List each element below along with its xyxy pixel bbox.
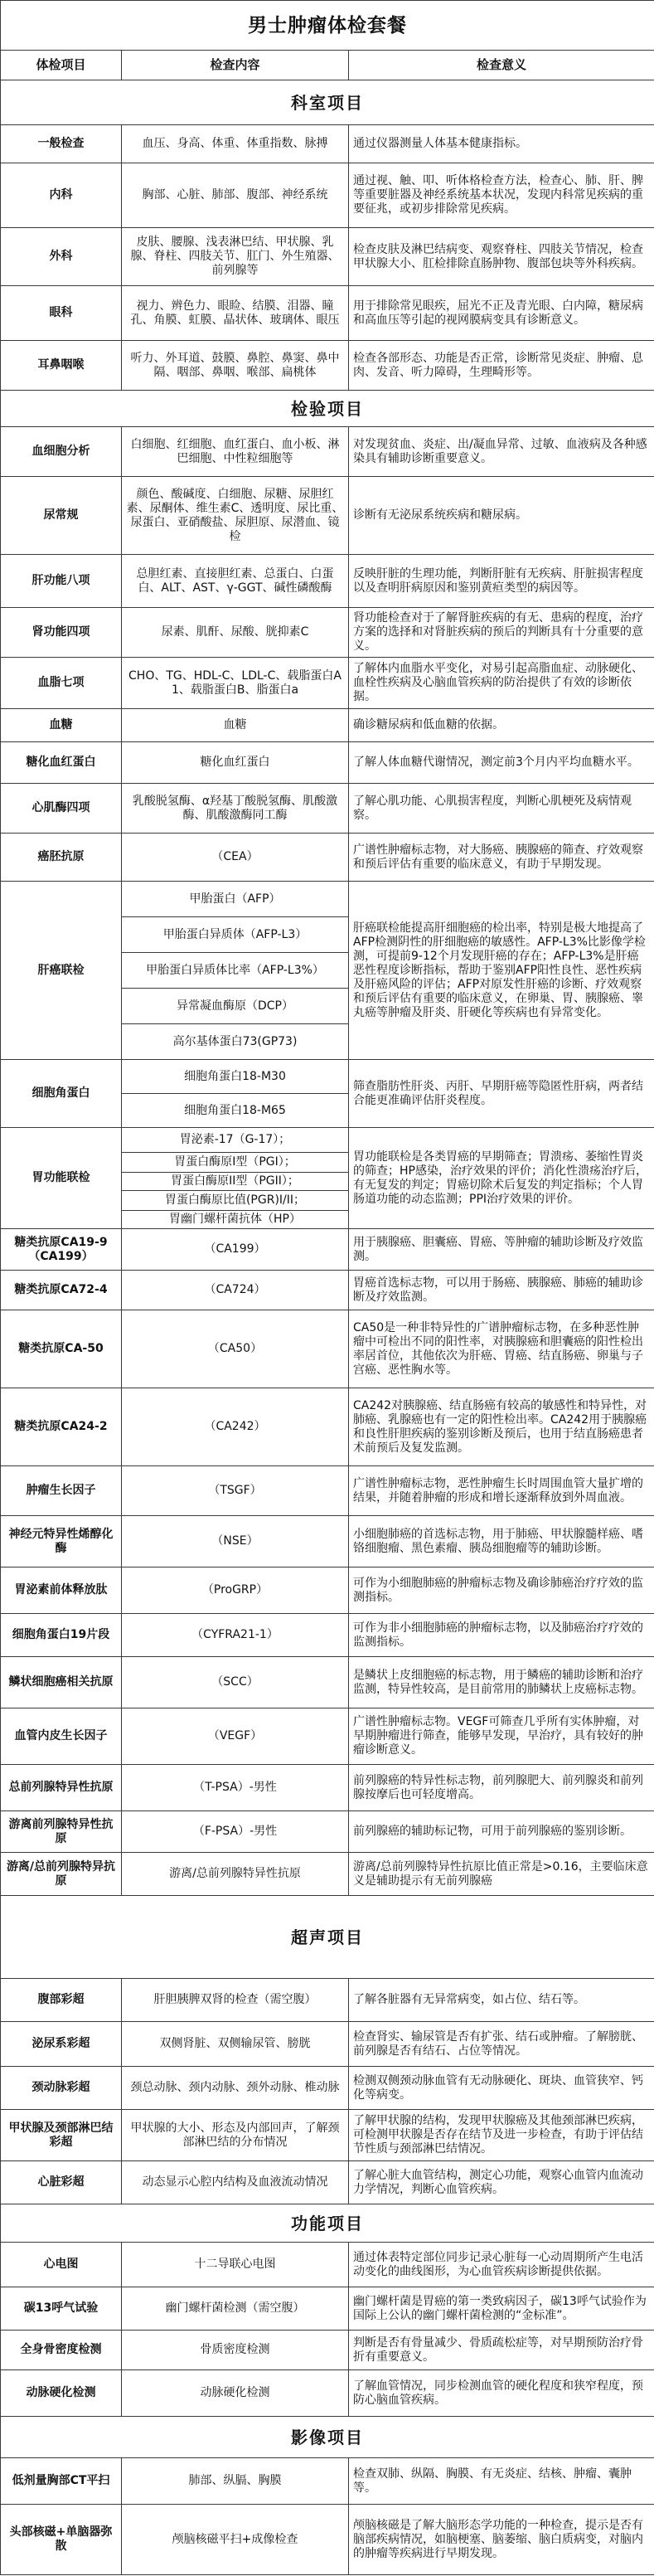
table-row <box>1 1657 654 1708</box>
section-row <box>1 2204 654 2243</box>
exam-content: 皮肤、腰腺、浅表淋巴结、甲状腺、乳腺、脊柱、四肢关节、肛门、外生殖器、前列腺等 <box>122 228 349 286</box>
exam-item: 耳鼻咽喉 <box>1 341 122 391</box>
exam-content: 肝胆胰脾双肾的检查（需空腹） <box>122 1979 349 2022</box>
exam-item: 眼科 <box>1 286 122 341</box>
exam-content: 动态显示心腔内结构及血液流动情况 <box>122 2161 349 2204</box>
section-row <box>1 391 654 427</box>
exam-content: （CA242） <box>122 1388 349 1466</box>
exam-content: （VEGF） <box>122 1708 349 1765</box>
table-row <box>1 2370 654 2417</box>
section-title: 功能项目 <box>1 2204 654 2243</box>
exam-item: 胃泌素前体释放肽 <box>1 1567 122 1614</box>
table-row <box>1 2505 654 2575</box>
table-row <box>1 228 654 286</box>
exam-item: 癌胚抗原 <box>1 834 122 882</box>
exam-content: 乳酸脱氢酶、α羟基丁酸脱氢酶、肌酸激酶、肌酸激酶同工酶 <box>122 784 349 834</box>
exam-content: （CEA） <box>122 834 349 882</box>
exam-item: 头部核磁+单脑器弥散 <box>1 2505 122 2575</box>
exam-content: 颜色、酸碱度、白细胞、尿糖、尿胆红素、尿酮体、维生素C、透明度、尿比重、尿蛋白、亚硝酸盐、尿胆原、尿潜血、镜检 <box>122 477 349 555</box>
exam-meaning: 用于胰腺癌、胆囊癌、胃癌、等肿瘤的辅助诊断及疗效监测。 <box>349 1229 654 1271</box>
exam-content: 糖化血红蛋白 <box>122 742 349 784</box>
section-title: 影像项目 <box>1 2417 654 2458</box>
exam-meaning: 可作为小细胞肺癌的肿瘤标志物及确诊肺癌治疗疗效的监测指标。 <box>349 1567 654 1614</box>
exam-item: 糖化血红蛋白 <box>1 742 122 784</box>
exam-item: 心脏彩超 <box>1 2161 122 2204</box>
section-title: 科室项目 <box>1 80 654 125</box>
exam-meaning: 胃功能联检是各类胃癌的早期筛查；胃溃疡、萎缩性胃炎的筛查；HP感染，治疗效果的评价；消化性溃疡治疗后，有无复发的判定；胃癌切除术后复发的判定指标；个人胃肠道功能的动态监测；PPI治疗效果的评价。 <box>349 1128 654 1229</box>
exam-content: 细胞角蛋白18-M65 <box>122 1094 349 1128</box>
exam-meaning: 了解人体血糖代谢情况，测定前3个月内平均血糖水平。 <box>349 742 654 784</box>
exam-item: 颈动脉彩超 <box>1 2067 122 2110</box>
exam-meaning: 广谱性肿瘤标志物，对大肠癌、胰腺癌的筛查、疗效观察和预后评估有重要的临床意义，有助于早期发现。 <box>349 834 654 882</box>
exam-item: 游离/总前列腺特异抗原 <box>1 1853 122 1896</box>
exam-item: 血脂七项 <box>1 658 122 709</box>
table-row <box>1 2287 654 2331</box>
table-row <box>1 2022 654 2067</box>
exam-meaning: 确诊糖尿病和低血糖的依据。 <box>349 709 654 742</box>
exam-content: 胃蛋白酶原I型（PGI）； <box>122 1153 349 1173</box>
exam-content: 总胆红素、直接胆红素、总蛋白、白蛋白、ALT、AST、γ-GGT、碱性磷酸酶 <box>122 555 349 608</box>
exam-content: 细胞角蛋白18-M30 <box>122 1060 349 1094</box>
exam-meaning: 检查双肺、纵隔、胸膜、有无炎症、结核、肿瘤、囊肿等。 <box>349 2458 654 2505</box>
exam-item: 血管内皮生长因子 <box>1 1708 122 1765</box>
exam-content: 胸部、心脏、肺部、腹部、神经系统 <box>122 163 349 228</box>
table-row <box>1 2110 654 2161</box>
table-row <box>1 2067 654 2110</box>
exam-item: 肾功能四项 <box>1 608 122 658</box>
table-row <box>1 1811 654 1853</box>
exam-content: 尿素、肌酐、尿酸、胱抑素C <box>122 608 349 658</box>
exam-content: 血压、身高、体重、体重指数、脉搏 <box>122 125 349 163</box>
exam-meaning: CA242对胰腺癌、结直肠癌有较高的敏感性和特异性，对肺癌、乳腺癌也有一定的阳性检出率。CA242用于胰腺癌和良性肝胆疾病的鉴别诊断及预后，也用于结直肠癌患者术前预后及复发监测。 <box>349 1388 654 1466</box>
exam-meaning: 检查肾实、输尿管是否有扩张、结石或肿瘤。了解膀胱、前列腺是否有结石、占位等情况。 <box>349 2022 654 2067</box>
table-row <box>1 1567 654 1614</box>
exam-meaning: 检测双侧颈动脉血管有无动脉硬化、斑块、血管狭窄、钙化等病变。 <box>349 2067 654 2110</box>
title-row <box>1 1 654 51</box>
exam-content: 胃幽门螺杆菌抗体（HP） <box>122 1211 349 1229</box>
exam-item: 低剂量胸部CT平扫 <box>1 2458 122 2505</box>
exam-content: （CA724） <box>122 1271 349 1310</box>
table-row <box>1 341 654 391</box>
table-row <box>1 1853 654 1896</box>
table-row <box>1 2161 654 2204</box>
exam-meaning: 检查各部形态、功能是否正常，诊断常见炎症、肿瘤、息肉、发音、听力障碍，生理畸形等。 <box>349 341 654 391</box>
exam-item: 细胞角蛋白19片段 <box>1 1614 122 1657</box>
exam-content: 十二导联心电图 <box>122 2243 349 2287</box>
table-row <box>1 784 654 834</box>
exam-meaning: 通过体表特定部位同步记录心脏每一心动周期所产生电活动变化的曲线图形，为心血管疾病诊断提供依据。 <box>349 2243 654 2287</box>
exam-meaning: 胃癌首选标志物，可以用于肠癌、胰腺癌、肺癌的辅助诊断及疗效监测。 <box>349 1271 654 1310</box>
table-row <box>1 2243 654 2287</box>
table-row <box>1 1060 654 1094</box>
table-row <box>1 882 654 917</box>
exam-item: 血细胞分析 <box>1 427 122 477</box>
exam-item: 肿瘤生长因子 <box>1 1466 122 1516</box>
exam-content: 血糖 <box>122 709 349 742</box>
exam-content: 幽门螺杆菌检测（需空腹） <box>122 2287 349 2331</box>
exam-meaning: 了解体内血脂水平变化，对易引起高脂血症、动脉硬化、血栓性疾病及心脑血管疾病的防治提供了有效的诊断依据。 <box>349 658 654 709</box>
table-row <box>1 1614 654 1657</box>
exam-meaning: 通过视、触、叩、听体格检查方法，检查心、肺、肝、脾等重要脏器及神经系统基本状况，发现内科常见疾病的重要征兆，或初步排除常见疾病。 <box>349 163 654 228</box>
table-row <box>1 1979 654 2022</box>
exam-content: （TSGF） <box>122 1466 349 1516</box>
exam-content: 颅脑核磁平扫+成像检查 <box>122 2505 349 2575</box>
table-row <box>1 1466 654 1516</box>
exam-item: 细胞角蛋白 <box>1 1060 122 1128</box>
exam-content: （T-PSA）-男性 <box>122 1765 349 1811</box>
exam-item: 游离前列腺特异性抗原 <box>1 1811 122 1853</box>
exam-meaning: 了解血管情况，同步检测血管的硬化程度和狭窄程度，预防心脑血管疾病。 <box>349 2370 654 2417</box>
table-row <box>1 1765 654 1811</box>
table-row <box>1 658 654 709</box>
table-row <box>1 1229 654 1271</box>
exam-item: 碳13呼气试验 <box>1 2287 122 2331</box>
table-row <box>1 834 654 882</box>
exam-content: CHO、TG、HDL-C、LDL-C、载脂蛋白A1、载脂蛋白B、脂蛋白a <box>122 658 349 709</box>
exam-content: 甲胎蛋白异质体（AFP-L3） <box>122 917 349 953</box>
section-title: 检验项目 <box>1 391 654 427</box>
exam-meaning: 诊断有无泌尿系统疾病和糖尿病。 <box>349 477 654 555</box>
exam-meaning: 前列腺癌的特异性标志物，前列腺肥大、前列腺炎和前列腺按摩后也可轻度增高。 <box>349 1765 654 1811</box>
section-row <box>1 2417 654 2458</box>
exam-content: 异常凝血酶原（DCP） <box>122 989 349 1024</box>
exam-item: 全身骨密度检测 <box>1 2331 122 2370</box>
section-row <box>1 1896 654 1979</box>
table-row <box>1 1271 654 1310</box>
exam-content: （CA50） <box>122 1310 349 1388</box>
exam-item: 鳞状细胞癌相关抗原 <box>1 1657 122 1708</box>
exam-meaning: 前列腺癌的辅助标记物，可用于前列腺癌的鉴别诊断。 <box>349 1811 654 1853</box>
table-row <box>1 163 654 228</box>
exam-item: 甲状腺及颈部淋巴结彩超 <box>1 2110 122 2161</box>
exam-item: 内科 <box>1 163 122 228</box>
exam-meaning: 广谱性肿瘤标志物，恶性肿瘤生长时周围血管大量扩增的结果，并随着肿瘤的形成和增长逐渐释放到外周血液。 <box>349 1466 654 1516</box>
exam-content: （ProGRP） <box>122 1567 349 1614</box>
exam-item: 胃功能联检 <box>1 1128 122 1229</box>
exam-meaning: 幽门螺杆菌是胃癌的第一类致病因子，碳13呼气试验作为国际上公认的幽门螺杆菌检测的“金标准”。 <box>349 2287 654 2331</box>
exam-content: 骨质密度检测 <box>122 2331 349 2370</box>
exam-meaning: 可作为非小细胞肺癌的肿瘤标志物，以及肺癌治疗疗效的监测指标。 <box>349 1614 654 1657</box>
exam-meaning: 判断是否有骨量减少、骨质疏松症等，对早期预防治疗骨折有重要意义。 <box>349 2331 654 2370</box>
exam-item: 糖类抗原CA72-4 <box>1 1271 122 1310</box>
exam-item: 动脉硬化检测 <box>1 2370 122 2417</box>
table-row <box>1 1388 654 1466</box>
section-title: 超声项目 <box>1 1896 654 1979</box>
table-body <box>1 80 654 2575</box>
table-row <box>1 608 654 658</box>
exam-item: 糖类抗原CA24-2 <box>1 1388 122 1466</box>
exam-item: 腹部彩超 <box>1 1979 122 2022</box>
table-row <box>1 1128 654 1153</box>
table-row <box>1 125 654 163</box>
exam-meaning: 反映肝脏的生理功能，判断肝脏有无疾病、肝脏损害程度以及查明肝病原因和鉴别黄疸类型的病因等。 <box>349 555 654 608</box>
exam-content: 动脉硬化检测 <box>122 2370 349 2417</box>
exam-meaning: 对发现贫血、炎症、出/凝血异常、过敏、血液病及各种感染具有辅助诊断重要意义。 <box>349 427 654 477</box>
exam-content: 胃蛋白酶原II型（PGII）； <box>122 1173 349 1191</box>
page-title: 男士肿瘤体检套餐 <box>1 1 654 51</box>
table-row <box>1 1310 654 1388</box>
exam-content: 听力、外耳道、鼓膜、鼻腔、鼻窦、鼻中隔、咽部、鼻咽、喉部、扁桃体 <box>122 341 349 391</box>
exam-meaning: 广谱性肿瘤标志物。VEGF可筛查几乎所有实体肿瘤，对早期肿瘤进行筛查，能够早发现，早治疗，具有较好的肿瘤诊断意义。 <box>349 1708 654 1765</box>
column-header-meaning: 检查意义 <box>349 51 654 80</box>
exam-content: （SCC） <box>122 1657 349 1708</box>
exam-content: （F-PSA）-男性 <box>122 1811 349 1853</box>
exam-meaning: 游离/总前列腺特异性抗原比值正常是>0.16，主要临床意义是辅助提示有无前列腺癌 <box>349 1853 654 1896</box>
exam-meaning: 了解心脏大血管结构，测定心功能，观察心血管内血流动力学情况，判断心血管疾病。 <box>349 2161 654 2204</box>
exam-meaning: 用于排除常见眼疾，屈光不正及青光眼、白内障，糖尿病和高血压等引起的视网膜病变具有诊断意义。 <box>349 286 654 341</box>
table-row <box>1 2458 654 2505</box>
exam-meaning: 肾功能检查对于了解肾脏疾病的有无、患病的程度，治疗方案的选择和对肾脏疾病的预后的判断具有十分重要的意义。 <box>349 608 654 658</box>
table-row <box>1 477 654 555</box>
table-row <box>1 286 654 341</box>
exam-content: 游离/总前列腺特异性抗原 <box>122 1853 349 1896</box>
exam-item: 总前列腺特异性抗原 <box>1 1765 122 1811</box>
exam-content: （CA199） <box>122 1229 349 1271</box>
exam-meaning: 通过仪器测量人体基本健康指标。 <box>349 125 654 163</box>
exam-meaning: 了解各脏器有无异常病变，如占位、结石等。 <box>349 1979 654 2022</box>
exam-item: 尿常规 <box>1 477 122 555</box>
table-row <box>1 427 654 477</box>
exam-item: 血糖 <box>1 709 122 742</box>
exam-content: 白细胞、红细胞、血红蛋白、血小板、淋巴细胞、中性粒细胞等 <box>122 427 349 477</box>
table-row <box>1 2331 654 2370</box>
exam-item: 泌尿系彩超 <box>1 2022 122 2067</box>
exam-content: 甲胎蛋白（AFP） <box>122 882 349 917</box>
exam-content: 肺部、纵膈、胸膜 <box>122 2458 349 2505</box>
table-row <box>1 1516 654 1567</box>
exam-item: 一般检查 <box>1 125 122 163</box>
exam-content: （CYFRA21-1） <box>122 1614 349 1657</box>
exam-content: 颈总动脉、颈内动脉、颈外动脉、椎动脉 <box>122 2067 349 2110</box>
exam-meaning: 肝癌联检能提高肝细胞癌的检出率，特别是极大地提高了AFP检测阴性的肝细胞癌的敏感性。AFP-L3%比影像学检测，可提前9-12个月发现肝癌的存在；AFP-L3%是肝癌恶性程度诊断指标，帮助于鉴别AFP阳性良性、恶性疾病及肝癌风险的评估；AFP对原发性肝癌的诊断、疗效观察和预后评估有重要的临床意义，在卵巢、胃、胰腺癌、睾丸癌等肿瘤及肝炎、肝硬化等疾病也有异常变化。 <box>349 882 654 1060</box>
exam-content: 甲状腺的大小、形态及内部回声，了解颈部淋巴结的分布情况 <box>122 2110 349 2161</box>
exam-item: 肝癌联检 <box>1 882 122 1060</box>
exam-meaning: 小细胞肺癌的首选标志物，用于肺癌、甲状腺髓样癌、嗜铬细胞瘤、黑色素瘤、胰岛细胞瘤等的辅助诊断。 <box>349 1516 654 1567</box>
exam-meaning: 筛查脂肪性肝炎、丙肝、早期肝癌等隐匿性肝病，两者结合能更准确评估肝炎程度。 <box>349 1060 654 1128</box>
exam-content: 甲胎蛋白异质体比率（AFP-L3%） <box>122 953 349 989</box>
exam-content: （NSE） <box>122 1516 349 1567</box>
table-row <box>1 555 654 608</box>
exam-item: 糖类抗原CA19-9（CA199） <box>1 1229 122 1271</box>
exam-item: 肝功能八项 <box>1 555 122 608</box>
exam-item: 心电图 <box>1 2243 122 2287</box>
exam-content: 双侧肾脏、双侧输尿管、膀胱 <box>122 2022 349 2067</box>
exam-item: 心肌酶四项 <box>1 784 122 834</box>
table-row <box>1 742 654 784</box>
exam-content: 胃蛋白酶原比值(PGR)I/II； <box>122 1191 349 1211</box>
exam-meaning: 检查皮肤及淋巴结病变、观察脊柱、四肢关节情况，检查甲状腺大小、肛检排除直肠肿物、腹部包块等外科疾病。 <box>349 228 654 286</box>
column-header-item: 体检项目 <box>1 51 122 80</box>
exam-item: 神经元特异性烯醇化酶 <box>1 1516 122 1567</box>
header-row <box>1 51 654 80</box>
exam-meaning: 了解心肌功能、心肌损害程度，判断心肌梗死及病情观察。 <box>349 784 654 834</box>
column-header-content: 检查内容 <box>122 51 349 80</box>
exam-item: 糖类抗原CA-50 <box>1 1310 122 1388</box>
table-row <box>1 709 654 742</box>
table-row <box>1 1708 654 1765</box>
exam-meaning: 是鳞状上皮细胞癌的标志物，用于鳞癌的辅助诊断和治疗监测，特异性较高，是目前常用的肺鳞状上皮癌标志物。 <box>349 1657 654 1708</box>
exam-content: 视力、辨色力、眼睑、结膜、泪器、瞳孔、角膜、虹膜、晶状体、玻璃体、眼压 <box>122 286 349 341</box>
exam-meaning: 颅脑核磁是了解大脑形态学功能的一种检查，提示是否有脑部疾病情况，如脑梗塞、脑萎缩、脑白质病变，对脑内的肿瘤等疾病进行早期发现。 <box>349 2505 654 2575</box>
exam-item: 外科 <box>1 228 122 286</box>
exam-content: 高尔基体蛋白73(GP73) <box>122 1024 349 1060</box>
exam-meaning: CA50是一种非特异性的广谱肿瘤标志物，在多种恶性肿瘤中可检出不同的阳性率，对胰腺癌和胆囊癌的阳性检出率居首位，其他依次为肝癌、胃癌、结直肠癌、卵巢与子宫癌、恶性胸水等。 <box>349 1310 654 1388</box>
exam-meaning: 了解甲状腺的结构，发现甲状腺癌及其他颈部淋巴疾病，可检测甲状腺是否存在结节及进一步检查，有助于评估结节性质与颈部淋巴结情况。 <box>349 2110 654 2161</box>
exam-content: 胃泌素-17（G-17）； <box>122 1128 349 1153</box>
section-row <box>1 80 654 125</box>
